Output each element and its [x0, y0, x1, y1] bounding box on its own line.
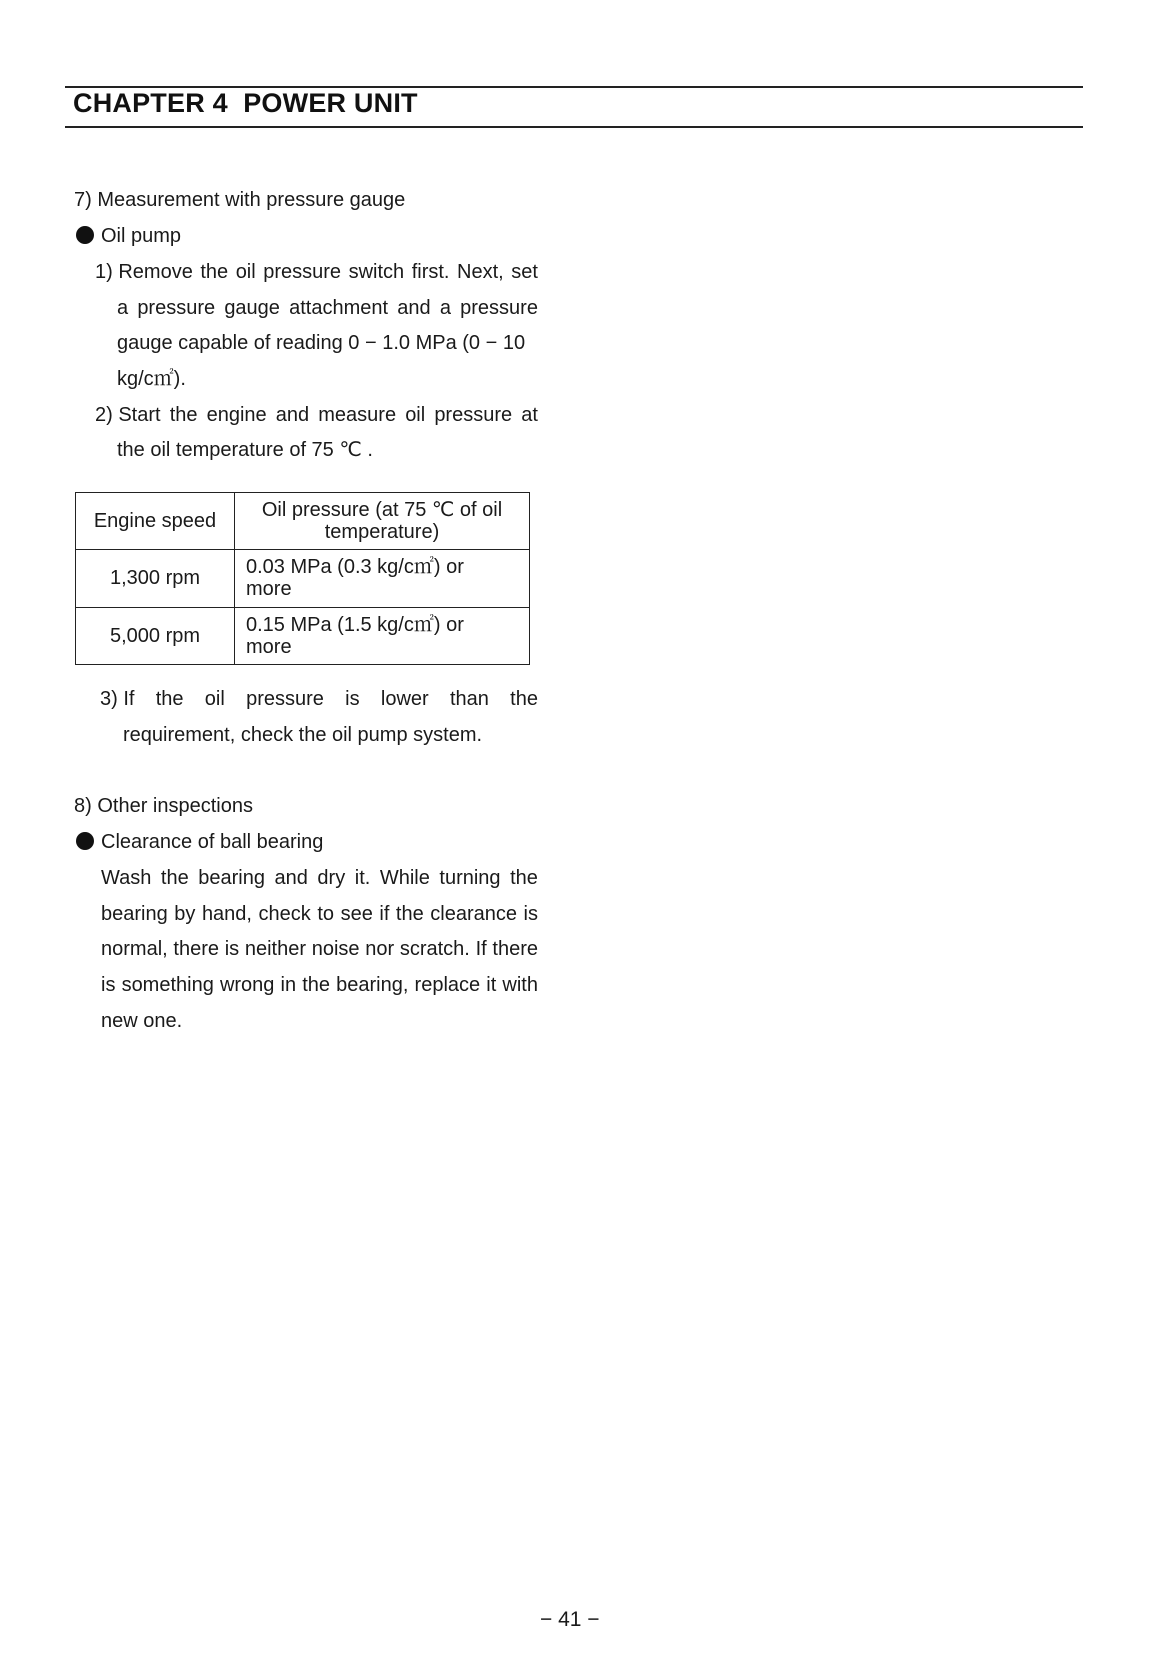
- bearing-para-line-3: [101, 938, 538, 960]
- word: 3) If: [100, 688, 135, 710]
- bearing-para-line-4: [101, 974, 538, 996]
- word: is: [523, 903, 538, 925]
- word: If: [475, 938, 487, 960]
- word: turning: [439, 867, 501, 889]
- word: dry: [317, 867, 346, 889]
- word: pressure: [460, 297, 538, 319]
- word: bearing: [101, 903, 168, 925]
- word: pressure: [137, 297, 216, 319]
- engine-speed-cell: 1,300 rpm: [76, 550, 235, 607]
- word: is: [101, 974, 116, 996]
- bearing-para-line-5: new one.: [101, 1010, 183, 1032]
- word: pressure: [263, 261, 342, 283]
- word: first.: [411, 261, 450, 283]
- word: Next,: [457, 261, 504, 283]
- word: nor: [365, 938, 395, 960]
- word: pressure: [246, 688, 324, 710]
- word: normal,: [101, 938, 168, 960]
- word: is: [224, 938, 240, 960]
- ball-bearing-bullet-item: [76, 831, 323, 853]
- section-8-heading: 8) Other inspections: [74, 795, 253, 817]
- word: bearing,: [336, 974, 409, 996]
- word: noise: [311, 938, 360, 960]
- engine-speed-cell: 5,000 rpm: [76, 607, 235, 664]
- bullet-icon: [76, 226, 94, 244]
- step-2-line-2: the oil temperature of 75 ℃ .: [117, 439, 373, 461]
- word: it.: [354, 867, 371, 889]
- table-row: [76, 550, 530, 607]
- word: and: [274, 867, 308, 889]
- oil-pump-bullet-item: [76, 225, 181, 247]
- word: replace: [414, 974, 481, 996]
- word: neither: [244, 938, 307, 960]
- word: the: [200, 261, 229, 283]
- word: wrong: [219, 974, 275, 996]
- word: and: [275, 404, 310, 426]
- word: oil: [235, 261, 256, 283]
- word: bearing: [198, 867, 265, 889]
- step-3-line-1: [100, 688, 538, 710]
- word: pressure: [434, 404, 513, 426]
- word: it: [486, 974, 497, 996]
- word: 2) Start: [95, 404, 161, 426]
- header-engine-speed: Engine speed: [76, 493, 235, 550]
- word: oil: [405, 404, 426, 426]
- word: see: [340, 903, 373, 925]
- oil-pump-label: Oil pump: [101, 225, 182, 247]
- word: something: [121, 974, 214, 996]
- word: lower: [380, 688, 429, 710]
- bearing-para-line-1: [101, 867, 538, 889]
- section-7-heading: 7) Measurement with pressure gauge: [74, 189, 406, 211]
- page-number: − 41 −: [540, 1608, 600, 1631]
- word: engine: [206, 404, 267, 426]
- word: a: [117, 297, 129, 319]
- oil-pressure-cell: [235, 550, 530, 607]
- word: and: [397, 297, 431, 319]
- word: the: [160, 867, 189, 889]
- header-oil-pressure: [235, 493, 530, 550]
- word: the: [395, 903, 424, 925]
- word: hand,: [201, 903, 252, 925]
- bullet-icon: [76, 832, 94, 850]
- step-3-line-2: requirement, check the oil pump system.: [123, 724, 483, 746]
- oil-pressure-table: [75, 492, 530, 665]
- ball-bearing-label: Clearance of ball bearing: [101, 831, 324, 853]
- word: attachment: [289, 297, 389, 319]
- oil-pressure-qualifier: more: [246, 578, 292, 601]
- word: there: [492, 938, 538, 960]
- word: Wash: [101, 867, 152, 889]
- word: by: [174, 903, 196, 925]
- word: there: [173, 938, 219, 960]
- word: in: [280, 974, 297, 996]
- step-2-line-1: [95, 404, 538, 426]
- word: the: [169, 404, 198, 426]
- word: the: [510, 688, 538, 710]
- word: is: [345, 688, 360, 710]
- header-oil-pressure-line-2: temperature): [324, 521, 440, 544]
- table-header-row: [76, 493, 530, 550]
- oil-pressure-value: 0.15 MPa (1.5 kg/c㎡) or: [246, 613, 464, 636]
- word: clearance: [430, 903, 517, 925]
- step-1-line-3: gauge capable of reading 0 − 1.0 MPa (0 − 10: [117, 332, 526, 354]
- word: measure: [318, 404, 397, 426]
- word: a: [439, 297, 451, 319]
- word: with: [502, 974, 538, 996]
- header-rule-bottom: [65, 126, 1083, 128]
- word: set: [511, 261, 538, 283]
- word: to: [317, 903, 335, 925]
- word: While: [379, 867, 430, 889]
- oil-pressure-value: 0.03 MPa (0.3 kg/c㎡) or: [246, 556, 464, 579]
- word: oil: [204, 688, 225, 710]
- word: gauge: [224, 297, 280, 319]
- step-1-line-2: [117, 297, 538, 319]
- table-row: [76, 607, 530, 664]
- step-1-line-1: [95, 261, 538, 283]
- bearing-para-line-2: [101, 903, 538, 925]
- word: scratch.: [399, 938, 470, 960]
- word: than: [449, 688, 489, 710]
- step-1-line-4: kg/c㎡).: [117, 368, 186, 390]
- word: the: [302, 974, 331, 996]
- word: the: [155, 688, 184, 710]
- word: if: [379, 903, 390, 925]
- word: the: [510, 867, 538, 889]
- chapter-title: CHAPTER 4 POWER UNIT: [73, 88, 418, 118]
- word: at: [521, 404, 538, 426]
- oil-pressure-cell: [235, 607, 530, 664]
- word: check: [258, 903, 311, 925]
- word: switch: [348, 261, 405, 283]
- word: 1) Remove: [95, 261, 193, 283]
- header-oil-pressure-line-1: Oil pressure (at 75 ℃ of oil: [261, 499, 503, 522]
- oil-pressure-qualifier: more: [246, 635, 292, 658]
